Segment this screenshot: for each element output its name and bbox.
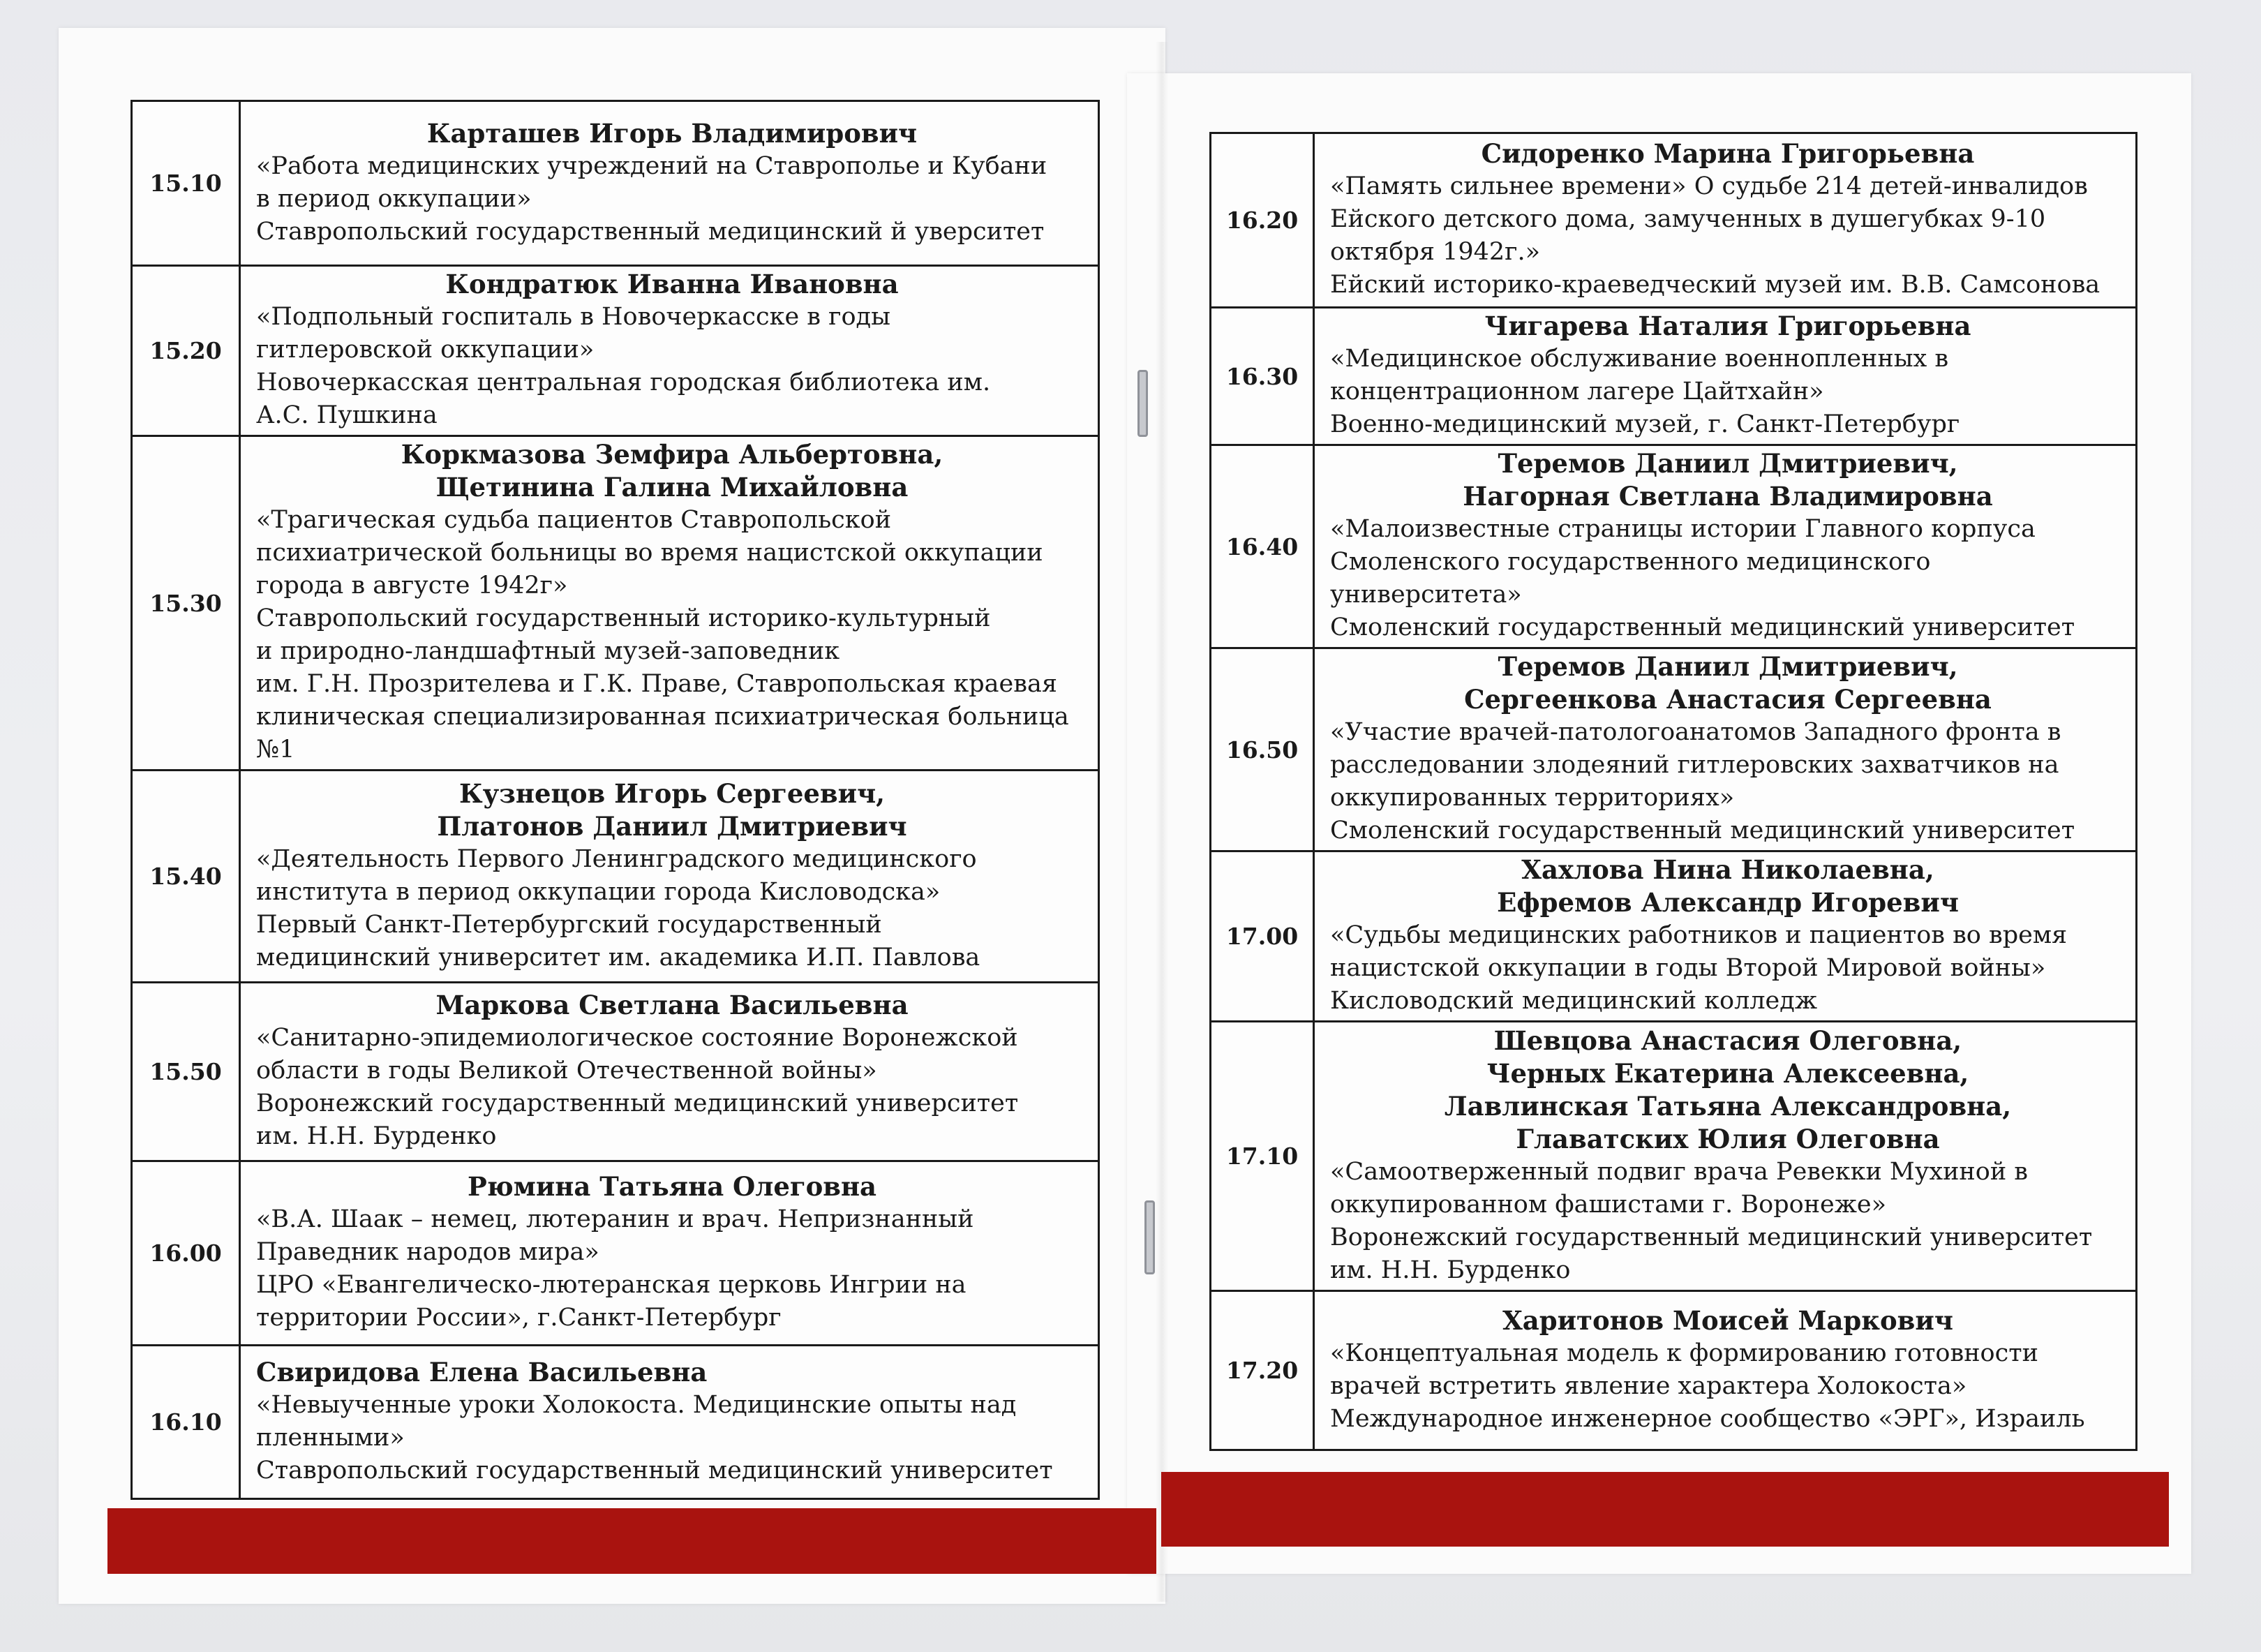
talk-text-line: института в период оккупации города Кисловодска» (256, 877, 941, 906)
talk-text-line: октября 1942г.» (1330, 238, 1541, 266)
schedule-row (1211, 1022, 2137, 1291)
talk-text-line: Смоленского государственного медицинского университета» (1330, 548, 1931, 609)
affiliation-line: Международное инженерное сообщество «ЭРГ», Израиль (1330, 1404, 2085, 1433)
schedule-row (132, 101, 1099, 266)
time-cell: 16.00 (132, 1161, 240, 1346)
right-footer-band (1161, 1472, 2169, 1547)
talk-text-line: им. Г.Н. Прозрителева и Г.К. Праве, Ставропольская краевая (256, 670, 1057, 698)
speaker-name: Чигарева Наталия Григорьевна (1484, 311, 1971, 341)
talk-text-line: «Самоотверженный подвиг врача Ревекки Мухиной в (1330, 1157, 2028, 1186)
speaker-name: Маркова Светлана Васильевна (435, 990, 909, 1020)
staple-top (1137, 370, 1148, 437)
talk-text-line: в период оккупации» (256, 184, 532, 213)
talk-cell (1314, 1022, 2137, 1291)
time-cell: 15.40 (132, 771, 240, 983)
speaker-name: Шевцова Анастасия Олеговна, (1493, 1025, 1962, 1056)
speaker-name: Харитонов Моисей Маркович (1502, 1304, 1953, 1336)
talk-cell (1314, 648, 2137, 851)
talk-text-line: «Участие врачей-патологоанатомов Западного фронта в (1330, 718, 2061, 746)
talk-text-line: «Подпольный госпиталь в Новочеркасске в годы (256, 303, 890, 331)
talk-text-line: расследовании злодеяний гитлеровских захватчиков на (1330, 751, 2059, 779)
talk-text-line: нацистской оккупации в годы Второй Мировой войны» (1330, 954, 2046, 982)
schedule-row (1211, 133, 2137, 308)
talk-text-line: «Память сильнее времени» О судьбе 214 детей-инвалидов (1330, 172, 2088, 200)
talk-text-line: «Концептуальная модель к формированию готовности (1330, 1339, 2038, 1367)
affiliation-line: им. Н.Н. Бурденко (1330, 1256, 1571, 1284)
right-schedule-table (1209, 132, 2137, 1451)
left-schedule-table (130, 100, 1100, 1500)
speaker-name: Нагорная Светлана Владимировна (1463, 481, 1993, 512)
talk-text-line: Праведник народов мира» (256, 1238, 599, 1266)
talk-text-line: Воронежский государственный медицинский университет (1330, 1223, 2093, 1251)
schedule-row (132, 436, 1099, 771)
talk-text-line: «Трагическая судьба пациентов Ставропольской (256, 506, 892, 534)
talk-text-line: «Малоизвестные страницы истории Главного корпуса (1330, 515, 2036, 543)
talk-text-line: «Работа медицинских учреждений на Ставрополье и Кубани (256, 151, 1047, 180)
talk-text-line: врачей встретить явление характера Холокоста» (1330, 1371, 1967, 1400)
time-cell: 16.20 (1211, 133, 1314, 308)
speaker-name: Сидоренко Марина Григорьевна (1481, 138, 1975, 169)
speaker-name: Сергеенкова Анастасия Сергеевна (1464, 684, 1992, 715)
affiliation-line: им. Н.Н. Бурденко (256, 1122, 497, 1150)
affiliation-line: Ейский историко-краеведческий музей им. В.В. Самсонова (1330, 271, 2100, 299)
speaker-name: Теремов Даниил Дмитриевич, (1498, 651, 1958, 682)
talk-text-line: Ставропольский государственный историко-культурный (256, 604, 991, 632)
time-cell: 17.00 (1211, 851, 1314, 1022)
speaker-name: Щетинина Галина Михайловна (435, 472, 909, 503)
time-cell: 16.30 (1211, 308, 1314, 445)
talk-text-line: города в августе 1942г» (256, 572, 568, 600)
speaker-name: Черных Екатерина Алексеевна, (1486, 1057, 1969, 1089)
talk-text-line: «Деятельность Первого Ленинградского медицинского (256, 844, 977, 873)
talk-cell (1314, 308, 2137, 445)
speaker-name: Кондратюк Иванна Ивановна (445, 269, 899, 299)
talk-text-line: «Невыученные уроки Холокоста. Медицинские опыты над (256, 1390, 1017, 1419)
talk-cell (240, 983, 1099, 1161)
schedule-row (132, 266, 1099, 436)
talk-text-line: «Медицинское обслуживание военнопленных в (1330, 345, 1949, 373)
talk-cell (240, 436, 1099, 771)
talk-text-line: Новочеркасская центральная городская библиотека им. (256, 369, 991, 396)
talk-text-line: Первый Санкт-Петербургский государственный (256, 910, 882, 939)
talk-text-line: области в годы Великой Отечественной войны» (256, 1057, 877, 1085)
talk-text-line: «Судьбы медицинских работников и пациентов во время (1330, 921, 2068, 949)
speaker-name: Коркмазова Земфира Альбертовна, (401, 439, 943, 470)
talk-cell (1314, 851, 2137, 1022)
affiliation-line: Ставропольский государственный медицинский й уверситет (256, 217, 1045, 246)
talk-text-line: оккупированном фашистами г. Воронеже» (1330, 1190, 1887, 1219)
talk-cell (1314, 133, 2137, 308)
speaker-name: Кузнецов Игорь Сергеевич, (458, 777, 886, 809)
staple-bottom (1144, 1200, 1155, 1274)
talk-text-line: «В.А. Шаак – немец, лютеранин и врач. Непризнанный (256, 1205, 974, 1233)
talk-text-line: ЦРО «Евангелическо-лютеранская церковь Ингрии на (256, 1271, 967, 1299)
schedule-row (132, 1346, 1099, 1499)
speaker-name: Теремов Даниил Дмитриевич, (1498, 448, 1958, 479)
schedule-row (1211, 308, 2137, 445)
speaker-name: Ефремов Александр Игоревич (1497, 887, 1959, 918)
schedule-row (1211, 1291, 2137, 1450)
time-cell: 16.40 (1211, 445, 1314, 648)
time-cell: 16.10 (132, 1346, 240, 1499)
talk-cell (240, 1161, 1099, 1346)
schedule-row (132, 983, 1099, 1161)
schedule-row (1211, 445, 2137, 648)
talk-cell (1314, 1291, 2137, 1450)
speaker-name: Лавлинская Татьяна Александровна, (1444, 1090, 2012, 1122)
talk-text-line: пленными» (256, 1423, 405, 1452)
time-cell: 16.50 (1211, 648, 1314, 851)
schedule-row (1211, 851, 2137, 1022)
affiliation-line: территории России», г.Санкт-Петербург (256, 1304, 782, 1332)
talk-text-line: психиатрической больницы во время нацистской оккупации (256, 539, 1043, 567)
speaker-name: Свиридова Елена Васильевна (256, 1356, 708, 1387)
affiliation-line: №1 (256, 736, 295, 764)
talk-cell (240, 101, 1099, 266)
speaker-name: Карташев Игорь Владимирович (426, 117, 918, 149)
time-cell: 15.50 (132, 983, 240, 1161)
talk-cell (240, 1346, 1099, 1499)
talk-cell (1314, 445, 2137, 648)
time-cell: 15.10 (132, 101, 240, 266)
talk-text-line: концентрационном лагере Цайтхайн» (1330, 378, 1824, 405)
left-footer-band (107, 1508, 1156, 1574)
affiliation-line: медицинский университет им. академика И.П. Павлова (256, 943, 980, 972)
schedule-row (132, 771, 1099, 983)
affiliation-line: Ставропольский государственный медицинский университет (256, 1456, 1053, 1484)
speaker-name: Хахлова Нина Николаевна, (1521, 854, 1934, 885)
affiliation-line: Смоленский государственный медицинский университет (1330, 613, 2075, 641)
time-cell: 17.10 (1211, 1022, 1314, 1291)
talk-text-line: и природно-ландшафтный музей-заповедник (256, 637, 840, 665)
talk-cell (240, 771, 1099, 983)
booklet-fold (1156, 42, 1168, 1602)
affiliation-line: Кисловодский медицинский колледж (1330, 987, 1818, 1015)
talk-text-line: Ейского детского дома, замученных в душегубках 9-10 (1330, 205, 2046, 233)
talk-text-line: оккупированных территориях» (1330, 784, 1735, 812)
schedule-row (1211, 648, 2137, 851)
talk-text-line: клиническая специализированная психиатрическая больница (256, 703, 1069, 731)
speaker-name: Рюмина Татьяна Олеговна (467, 1171, 877, 1202)
affiliation-line: Смоленский государственный медицинский университет (1330, 817, 2075, 844)
talk-text-line: Воронежский государственный медицинский университет (256, 1089, 1019, 1117)
time-cell: 15.20 (132, 266, 240, 436)
talk-text-line: «Санитарно-эпидемиологическое состояние Воронежской (256, 1024, 1018, 1052)
affiliation-line: Военно-медицинский музей, г. Санкт-Петербург (1330, 410, 1960, 438)
speaker-name: Главатских Юлия Олеговна (1516, 1123, 1940, 1154)
talk-cell (240, 266, 1099, 436)
time-cell: 15.30 (132, 436, 240, 771)
affiliation-line: А.С. Пушкина (256, 401, 438, 429)
talk-text-line: гитлеровской оккупации» (256, 336, 595, 364)
time-cell: 17.20 (1211, 1291, 1314, 1450)
schedule-row (132, 1161, 1099, 1346)
speaker-name: Платонов Даниил Дмитриевич (437, 810, 907, 842)
